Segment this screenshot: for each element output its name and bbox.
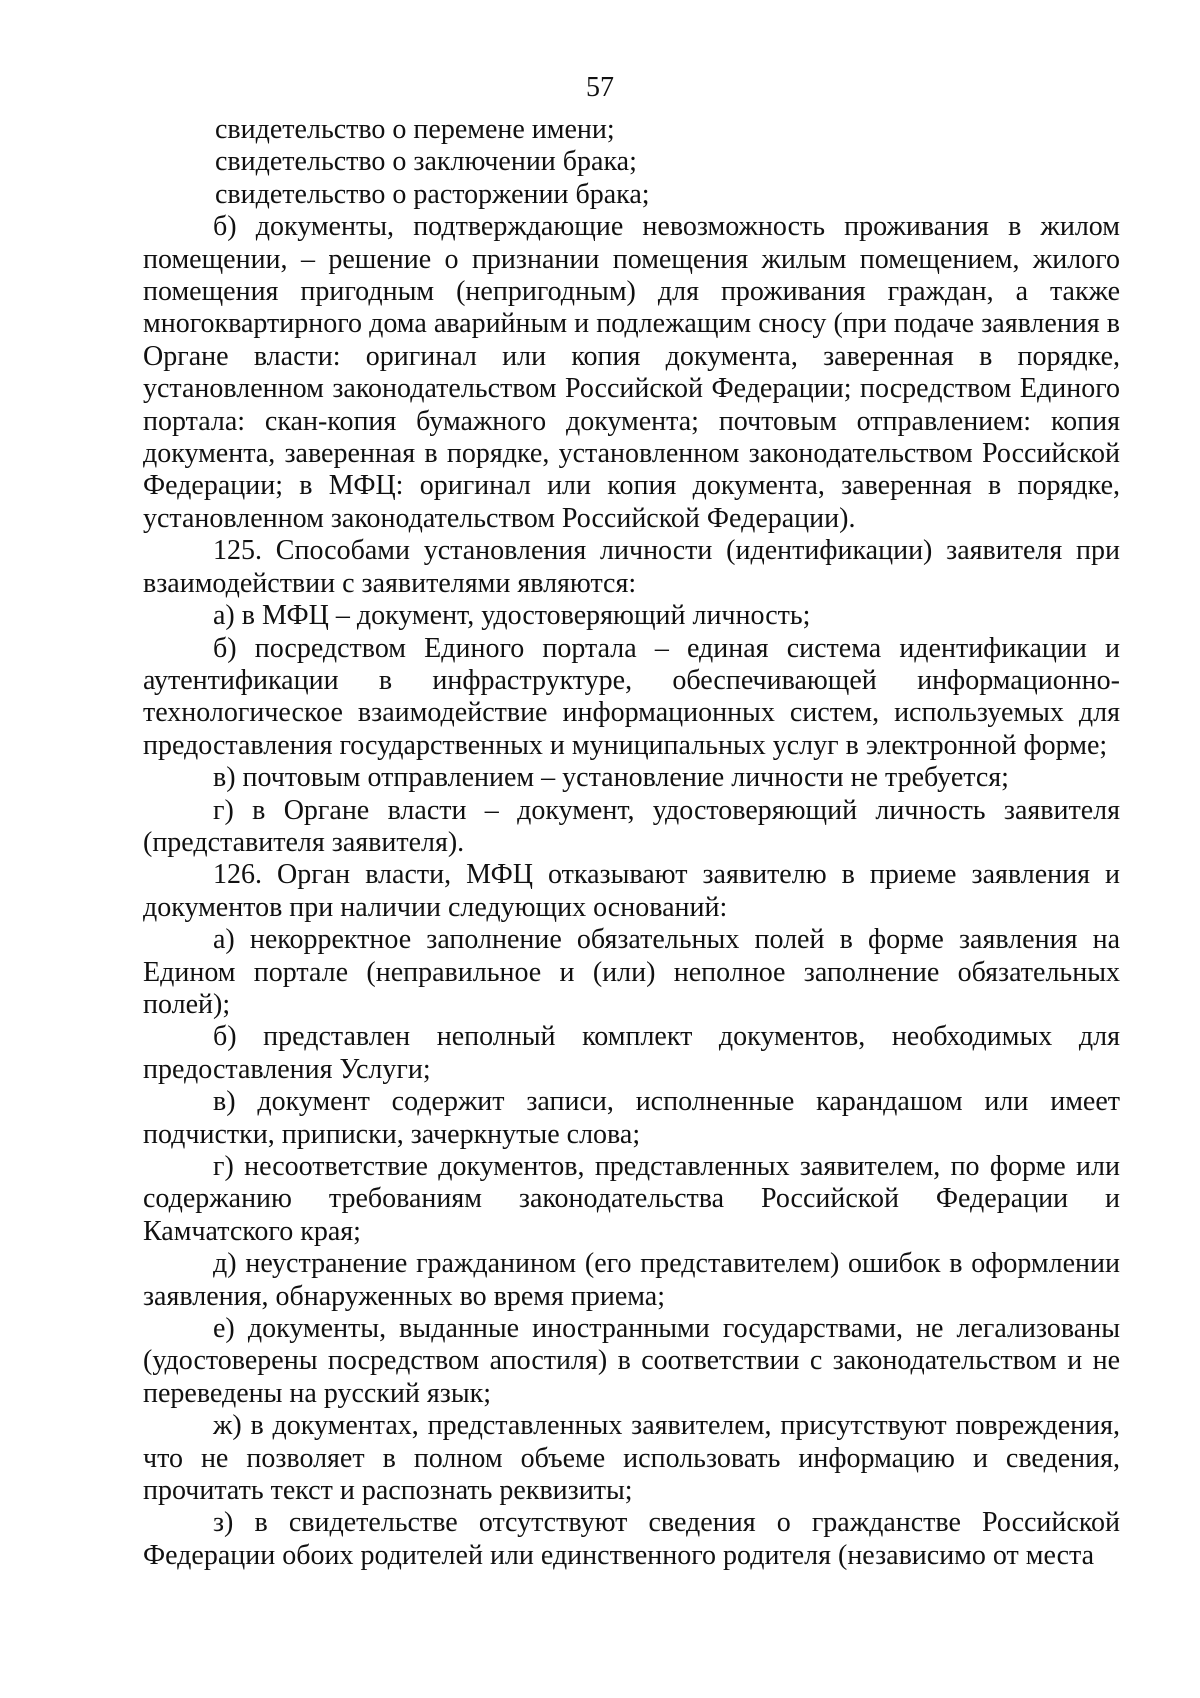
paragraph-126-e: е) документы, выданные иностранными государствами, не легализованы (удостоверены посредством апостиля) в соответствии с законодательством и не переведены на русский язык; bbox=[143, 1313, 1120, 1409]
paragraph-certificate-divorce: свидетельство о расторжении брака; bbox=[215, 178, 650, 210]
paragraph-certificate-marriage: свидетельство о заключении брака; bbox=[215, 146, 637, 178]
paragraph-126-d: д) неустранение гражданином (его представителем) ошибок в оформлении заявления, обнаруженных во время приема; bbox=[143, 1248, 1120, 1312]
paragraph-126-a: а) некорректное заполнение обязательных полей в форме заявления на Едином портале (неправильное и (или) неполное заполнение обязательных полей); bbox=[143, 924, 1120, 1020]
paragraph-125-v: в) почтовым отправлением – установление личности не требуется; bbox=[213, 762, 1009, 794]
paragraph-125-identification-methods: 125. Способами установления личности (идентификации) заявителя при взаимодействии с заявителями являются: bbox=[143, 535, 1120, 599]
paragraph-126-refusal-grounds: 126. Орган власти, МФЦ отказывают заявителю в приеме заявления и документов при наличии следующих оснований: bbox=[143, 859, 1120, 923]
document-body bbox=[143, 114, 1120, 1572]
paragraph-125-b: б) посредством Единого портала – единая система идентификации и аутентификации в инфраструктуре, обеспечивающей информационно-технологическое взаимодействие информационных систем, используемых для предоставления государственных и муниципальных услуг в электронной форме; bbox=[143, 632, 1120, 761]
paragraph-126-b: б) представлен неполный комплект документов, необходимых для предоставления Услуги; bbox=[143, 1021, 1120, 1085]
paragraph-126-v: в) документ содержит записи, исполненные карандашом или имеет подчистки, приписки, зачеркнутые слова; bbox=[143, 1086, 1120, 1150]
paragraph-125-a: а) в МФЦ – документ, удостоверяющий личность; bbox=[213, 600, 811, 632]
paragraph-126-z: з) в свидетельстве отсутствуют сведения о гражданстве Российской Федерации обоих родителей или единственного родителя (независимо от места bbox=[143, 1507, 1120, 1571]
paragraph-item-b-housing-documents: б) документы, подтверждающие невозможность проживания в жилом помещении, – решение о признании помещения жилым помещением, жилого помещения пригодным (непригодным) для проживания граждан, а также многоквартирного дома аварийным и подлежащим сносу (при подаче заявления в Органе власти: оригинал или копия документа, заверенная в порядке, установленном законодательством Российской Федерации; посредством Единого портала: скан-копия бумажного документа; почтовым отправлением: копия документа, заверенная в порядке, установленном законодательством Российской Федерации; в МФЦ: оригинал или копия документа, заверенная в порядке, установленном законодательством Российской Федерации). bbox=[143, 211, 1120, 534]
page-number: 57 bbox=[586, 72, 614, 103]
paragraph-certificate-name-change: свидетельство о перемене имени; bbox=[215, 114, 615, 145]
paragraph-126-zh: ж) в документах, представленных заявителем, присутствуют повреждения, что не позволяет в полном объеме использовать информацию и сведения, прочитать текст и распознать реквизиты; bbox=[143, 1410, 1120, 1507]
paragraph-126-g: г) несоответствие документов, представленных заявителем, по форме или содержанию требованиям законодательства Российской Федерации и Камчатского края; bbox=[143, 1151, 1120, 1247]
paragraph-125-g: г) в Органе власти – документ, удостоверяющий личность заявителя (представителя заявителя). bbox=[143, 794, 1120, 858]
